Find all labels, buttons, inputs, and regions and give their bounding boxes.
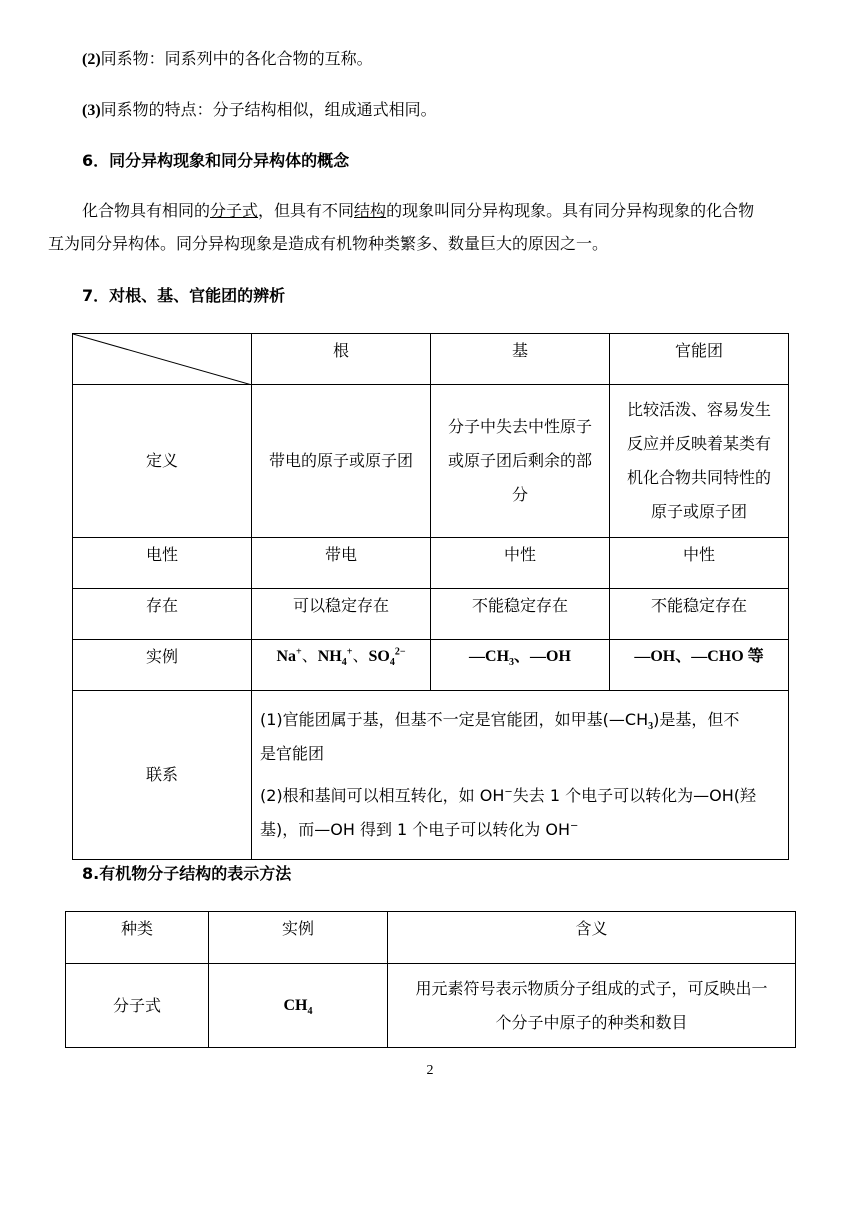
- comparison-table: [72, 333, 789, 860]
- cell-line: 分: [511, 485, 528, 504]
- text: (2)根和基间可以相互转化，如 OH: [260, 786, 505, 805]
- superscript: −: [504, 786, 513, 798]
- cell-gen-example: [252, 640, 431, 691]
- header-kind: 种类: [66, 912, 209, 964]
- formula: NH: [317, 648, 342, 665]
- text: ，但具有不同: [258, 201, 355, 220]
- text: 失去 1 个电子可以转化为—OH(羟: [512, 786, 757, 805]
- row-label: 存在: [73, 589, 252, 640]
- cell-ji-exist: 不能稳定存在: [431, 589, 610, 640]
- charge: 2−: [394, 646, 406, 658]
- page-number: 2: [426, 1063, 434, 1078]
- subscript: 4: [389, 657, 395, 669]
- section-heading-6: 6．同分异构现象和同分异构体的概念: [82, 151, 350, 170]
- subscript: 3: [648, 721, 654, 733]
- text: 化合物具有相同的: [82, 201, 211, 220]
- cell-meaning: [388, 964, 796, 1048]
- relation-line-4: [260, 813, 780, 847]
- table-row-relation: [73, 691, 789, 860]
- relation-line-3: [260, 779, 780, 813]
- diagonal-line: [73, 334, 252, 385]
- charge: +: [296, 646, 302, 658]
- header-example: 实例: [209, 912, 388, 964]
- paragraph-homolog-def: [82, 47, 373, 72]
- table-row: [66, 964, 796, 1048]
- text: 基)，而—OH 得到 1 个电子可以转化为 OH: [260, 820, 571, 839]
- cell-gen-exist: 可以稳定存在: [252, 589, 431, 640]
- cell-gnt-example: —OH、—CHO 等: [610, 640, 789, 691]
- cell-gnt-charge: 中性: [610, 538, 789, 589]
- formula: SO: [368, 648, 390, 665]
- subscript: 4: [341, 657, 347, 669]
- header-gnt: 官能团: [610, 334, 789, 385]
- cell-gnt-def: [610, 385, 789, 538]
- paragraph-isomer-line1: [82, 199, 754, 223]
- relation-line-2: 是官能团: [260, 744, 325, 763]
- item-number: (2): [82, 51, 101, 68]
- representation-table: [65, 911, 796, 1048]
- cell-ji-charge: 中性: [431, 538, 610, 589]
- item-text: 同系物的特点：分子结构相似，组成通式相同。: [100, 100, 437, 119]
- cell-gnt-exist: 不能稳定存在: [610, 589, 789, 640]
- table-header-row: [66, 912, 796, 964]
- row-label: 联系: [73, 691, 252, 860]
- section-heading-7: 7．对根、基、官能团的辨析: [82, 286, 286, 305]
- header-ji: 基: [431, 334, 610, 385]
- cell-line: 机化合物共同特性的: [626, 468, 771, 487]
- formula: 、—OH: [514, 648, 571, 665]
- table-row-existence: [73, 589, 789, 640]
- header-gen: 根: [252, 334, 431, 385]
- cell-line: 原子或原子团: [650, 502, 747, 521]
- text: (1)官能团属于基，但基不一定是官能团，如甲基(—CH: [260, 710, 649, 729]
- cell-kind: 分子式: [66, 964, 209, 1048]
- subscript: 4: [307, 1005, 313, 1017]
- relation-line-1: [260, 703, 780, 737]
- formula: CH: [283, 996, 308, 1014]
- row-label: 定义: [73, 385, 252, 538]
- cell-gen-charge: 带电: [252, 538, 431, 589]
- cell-ji-def: [431, 385, 610, 538]
- header-meaning: 含义: [388, 912, 796, 964]
- section-heading-8: 8.有机物分子结构的表示方法: [82, 864, 292, 883]
- cell-gen-def: 带电的原子或原子团: [252, 385, 431, 538]
- table-row-example: [73, 640, 789, 691]
- diagonal-corner-cell: [73, 334, 252, 385]
- cell-example: [209, 964, 388, 1048]
- spacer: [260, 771, 780, 779]
- table-row-definition: [73, 385, 789, 538]
- table-row-charge: [73, 538, 789, 589]
- charge: +: [346, 646, 353, 658]
- cell-ji-example: [431, 640, 610, 691]
- formula: Na: [276, 648, 297, 665]
- formula: —CH: [469, 648, 510, 665]
- cell-line: 或原子团后剩余的部: [447, 451, 592, 470]
- cell-line: 用元素符号表示物质分子组成的式子，可反映出一: [415, 978, 768, 998]
- item-number: (3): [82, 102, 101, 119]
- paragraph-homolog-features: [82, 98, 437, 123]
- cell-line: 反应并反映着某类有: [626, 434, 771, 453]
- superscript: −: [570, 820, 579, 832]
- text: 的现象叫同分异构现象。具有同分异构现象的化合物: [386, 201, 755, 220]
- cell-line: 个分子中原子的种类和数目: [495, 1012, 688, 1032]
- table-header-row: [73, 334, 789, 385]
- separator: 、: [352, 648, 369, 665]
- separator: 、: [301, 648, 318, 665]
- cell-relation: [252, 691, 789, 860]
- cell-line: 比较活泼、容易发生: [626, 400, 771, 419]
- row-label: 实例: [73, 640, 252, 691]
- underlined-term: 结构: [354, 201, 387, 220]
- subscript: 3: [509, 657, 515, 669]
- text: )是基，但不: [653, 710, 740, 729]
- row-label: 电性: [73, 538, 252, 589]
- paragraph-isomer-line2: 互为同分异构体。同分异构现象是造成有机物种类繁多、数量巨大的原因之一。: [48, 234, 609, 253]
- underlined-term: 分子式: [210, 201, 259, 220]
- cell-line: 分子中失去中性原子: [447, 417, 592, 436]
- item-text: 同系物：同系列中的各化合物的互称。: [100, 49, 373, 68]
